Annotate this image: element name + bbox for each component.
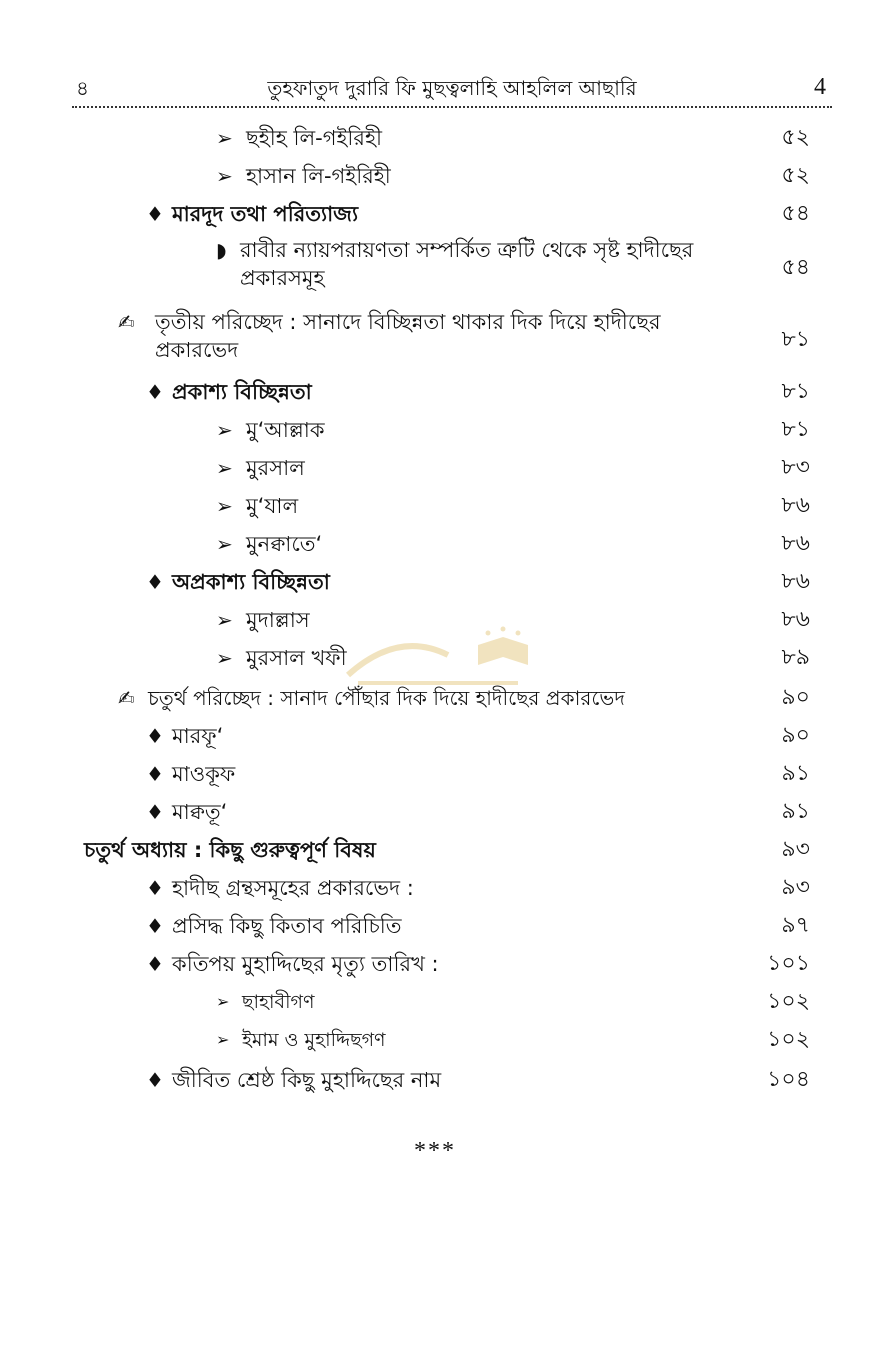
toc-entry-page: ১০২ bbox=[767, 1027, 810, 1052]
diamond-bullet-icon: ♦ bbox=[146, 876, 164, 900]
toc-entry-page: ১০১ bbox=[767, 951, 810, 976]
diamond-bullet-icon: ♦ bbox=[146, 952, 164, 976]
page-number-bengali: ৪ bbox=[76, 76, 89, 100]
toc-entry-page: ৯৩ bbox=[781, 875, 810, 900]
toc-entry-title: চতুর্থ পরিচ্ছেদ : সানাদ পৌঁছার দিক দিয়ে হাদীছের প্রকারভেদ bbox=[148, 686, 625, 710]
toc-entry-title: রাবীর ন্যায়পরায়ণতা সম্পর্কিত ত্রুটি থেকে সৃষ্ট হাদীছের প্রকারসমূহ bbox=[240, 238, 694, 290]
toc-entry-title: ইমাম ও মুহাদ্দিছগণ bbox=[242, 1029, 386, 1051]
toc-entry-title: প্রকাশ্য বিচ্ছিন্নতা bbox=[172, 380, 312, 404]
diamond-bullet-icon: ♦ bbox=[146, 570, 164, 594]
toc-entry-page: ১০৪ bbox=[767, 1067, 810, 1092]
toc-entry-page: ৯৩ bbox=[781, 837, 810, 862]
toc-entry-page: ৮৩ bbox=[781, 455, 810, 480]
toc-entry-page: ৮১ bbox=[781, 379, 810, 404]
toc-entry-title: হাসান লি-গইরিহী bbox=[246, 164, 391, 188]
arrow-bullet-icon: ➢ bbox=[216, 608, 233, 632]
diamond-bullet-icon: ♦ bbox=[146, 202, 164, 226]
diamond-bullet-icon: ♦ bbox=[146, 800, 164, 824]
arrow-bullet-icon: ➢ bbox=[216, 164, 233, 188]
toc-entry-title: জীবিত শ্রেষ্ঠ কিছু মুহাদ্দিছের নাম bbox=[172, 1068, 442, 1092]
toc-entry-page: ৯০ bbox=[781, 685, 810, 710]
toc-entry-page: ৮৬ bbox=[781, 493, 810, 518]
toc-entry-title: প্রসিদ্ধ কিছু কিতাব পরিচিতি bbox=[172, 914, 402, 938]
arrow-bullet-icon: ➢ bbox=[216, 532, 233, 556]
toc-entry-page: ৫৪ bbox=[781, 201, 810, 226]
toc-entry-title: মাক্বতূ‘ bbox=[172, 800, 228, 824]
diamond-bullet-icon: ♦ bbox=[146, 724, 164, 748]
toc-entry-page: ১০২ bbox=[767, 989, 810, 1014]
toc-entry-page: ৯১ bbox=[781, 761, 810, 786]
toc-entry-title: তৃতীয় পরিচ্ছেদ : সানাদে বিচ্ছিন্নতা থাকার দিক দিয়ে হাদীছের প্রকারভেদ bbox=[155, 310, 661, 362]
arrow-bullet-icon: ➢ bbox=[216, 126, 233, 150]
toc-entry-page: ৮৯ bbox=[781, 645, 810, 670]
half-circle-bullet-icon: ◗ bbox=[216, 238, 227, 262]
toc-entry-page: ৫২ bbox=[781, 163, 810, 188]
toc-entry-title: মাওকূফ bbox=[172, 762, 236, 786]
diamond-bullet-icon: ♦ bbox=[146, 380, 164, 404]
writing-hand-icon: ✍ bbox=[118, 310, 135, 334]
toc-entry-title: মুরসাল bbox=[246, 456, 305, 480]
toc-entry-title: চতুর্থ অধ্যায় : কিছু গুরুত্বপূর্ণ বিষয় bbox=[84, 838, 376, 862]
arrow-bullet-icon: ➢ bbox=[216, 646, 233, 670]
toc-entry-title: মারফূ‘ bbox=[172, 724, 224, 748]
toc-entry-page: ৫৪ bbox=[781, 255, 810, 280]
toc-entry-title: মুনক্বাতে‘ bbox=[246, 532, 323, 556]
toc-entry-title: মারদূদ তথা পরিত্যাজ্য bbox=[172, 202, 359, 226]
toc-entry-title: ছাহাবীগণ bbox=[242, 991, 315, 1013]
arrow-bullet-icon: ➢ bbox=[216, 992, 230, 1011]
page-number-latin: 4 bbox=[814, 74, 826, 100]
writing-hand-icon: ✍ bbox=[118, 686, 135, 710]
book-title: তুহফাতুদ দুরারি ফি মুছত্বলাহি আহলিল আছারি bbox=[267, 76, 637, 100]
diamond-bullet-icon: ♦ bbox=[146, 762, 164, 786]
toc-entry-title: মু‘যাল bbox=[246, 494, 299, 518]
toc-entry-page: ৯০ bbox=[781, 723, 810, 748]
toc-entry-page: ৮৬ bbox=[781, 607, 810, 632]
diamond-bullet-icon: ♦ bbox=[146, 914, 164, 938]
toc-entry-page: ৮১ bbox=[781, 417, 810, 442]
arrow-bullet-icon: ➢ bbox=[216, 1030, 230, 1049]
arrow-bullet-icon: ➢ bbox=[216, 494, 233, 518]
diamond-bullet-icon: ♦ bbox=[146, 1068, 164, 1092]
running-header bbox=[72, 70, 832, 108]
publisher-watermark-logo bbox=[338, 625, 538, 687]
toc-entry-title: মু‘আল্লাক bbox=[246, 418, 325, 442]
arrow-bullet-icon: ➢ bbox=[216, 456, 233, 480]
toc-entry-page: ৮১ bbox=[781, 327, 810, 352]
toc-entry-title: কতিপয় মুহাদ্দিছের মৃত্যু তারিখ : bbox=[172, 952, 439, 976]
toc-entry-page: ৯৭ bbox=[781, 913, 810, 938]
toc-entry-page: ৮৬ bbox=[781, 569, 810, 594]
toc-entry-title: ছহীহ লি-গইরিহী bbox=[246, 126, 382, 150]
arrow-bullet-icon: ➢ bbox=[216, 418, 233, 442]
toc-entry-title: অপ্রকাশ্য বিচ্ছিন্নতা bbox=[172, 570, 330, 594]
toc-entry-page: ৫২ bbox=[781, 125, 810, 150]
toc-entry-title: মুদাল্লাস bbox=[246, 608, 310, 632]
toc-entry-title: হাদীছ গ্রন্থসমূহের প্রকারভেদ : bbox=[172, 876, 414, 900]
toc-entry-page: ৯১ bbox=[781, 799, 810, 824]
toc-entry-page: ৮৬ bbox=[781, 531, 810, 556]
end-of-section-stars: *** bbox=[414, 1138, 456, 1164]
toc-entry-title: মুরসাল খফী bbox=[246, 646, 347, 670]
